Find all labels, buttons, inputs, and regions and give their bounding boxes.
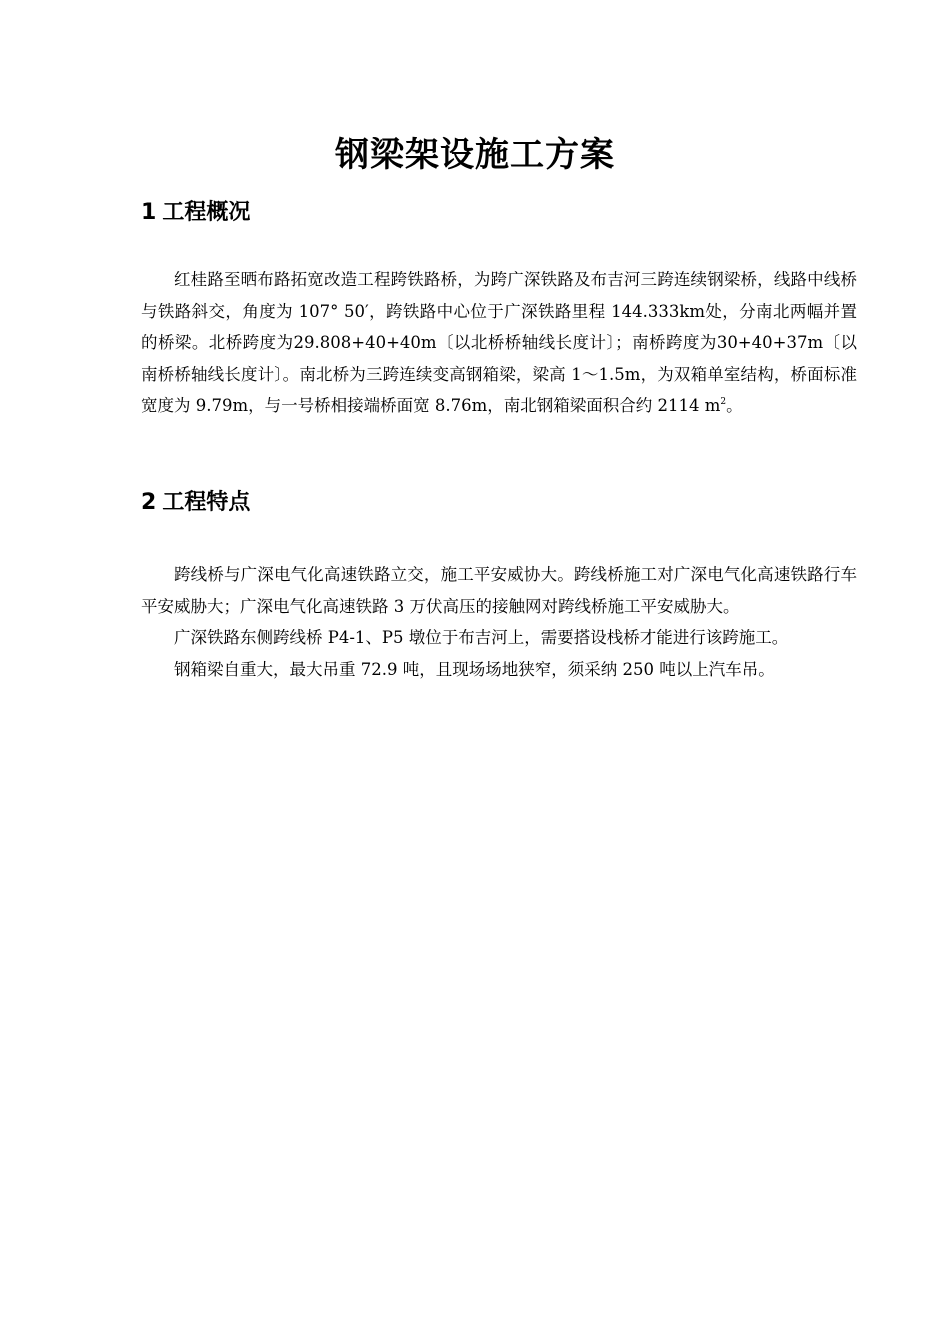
section-2-title: 工程特点 (162, 490, 251, 515)
square-meter-superscript: 2 (720, 397, 727, 407)
section-1-heading (141, 198, 250, 228)
document-title: 钢梁架设施工方案 (335, 135, 615, 175)
section-1-paragraph-1-text: 红桂路至晒布路拓宽改造工程跨铁路桥，为跨广深铁路及布吉河三跨连续钢梁桥，线路中线桥与铁路斜交，角度为 107° 50′，跨铁路中心位于广深铁路里程 144.333km处，分南北两幅并置的桥梁。北桥跨度为29.808+40+40m〔以北桥桥轴线长度计〕；南桥跨度为30+40+37m〔以南桥桥轴线长度计〕。南北桥为三跨连续变高钢箱梁，梁高 1～1.5m，为双箱单室结构，桥面标准宽度为 9.79m，与一号桥相接端桥面宽 8.76m，南北钢箱梁面积合约 2114 m (141, 270, 857, 415)
section-2-paragraph-2: 广深铁路东侧跨线桥 P4-1、P5 墩位于布吉河上，需要搭设栈桥才能进行该跨施工。 (174, 628, 789, 647)
section-1-paragraph-1 (141, 264, 857, 422)
section-2-paragraph-3: 钢箱梁自重大，最大吊重 72.9 吨，且现场场地狭窄，须采纳 250 吨以上汽车吊。 (174, 659, 775, 679)
section-2-number: 2 (141, 490, 157, 515)
section-2-paragraph-1: 跨线桥与广深电气化高速铁路立交，施工平安威协大。跨线桥施工对广深电气化高速铁路行车平安威胁大；广深电气化高速铁路 3 万伏高压的接触网对跨线桥施工平安威胁大。 (141, 565, 857, 616)
section-1-title: 工程概况 (162, 200, 251, 225)
section-2-heading (141, 488, 250, 518)
section-1-body (141, 264, 857, 422)
section-1-paragraph-1-end: 。 (726, 396, 743, 415)
section-2-body (141, 559, 857, 685)
section-1-number: 1 (141, 200, 157, 225)
